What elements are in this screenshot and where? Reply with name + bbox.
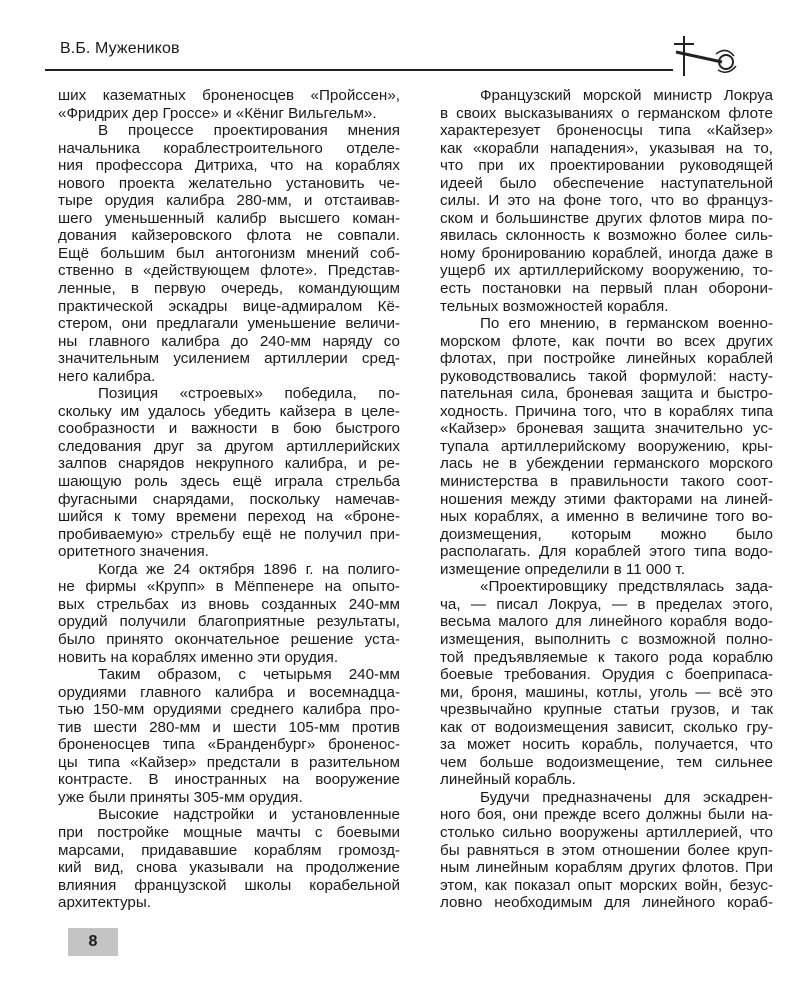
paragraph <box>58 561 400 666</box>
text-line: линейный корабль. <box>440 771 576 789</box>
text-line: нового проекта желательно установить че- <box>58 174 400 192</box>
text-line: новить на кораблях именно эти орудия. <box>58 648 339 666</box>
text-line: практической эскадры вице-адмиралом Кё- <box>58 297 400 315</box>
text-line: руководствовались такой формулой: насту- <box>440 367 773 385</box>
text-line: Ещё большим был антогонизм мнений соб- <box>58 244 400 262</box>
text-line: Французский морской министр Локруа <box>480 87 773 104</box>
text-line: есть постановки на первый план оборони- <box>440 280 773 298</box>
text-line: пробиваемую» стрельбу ещё не получил при- <box>58 525 400 543</box>
text-line: ловно необходимым для линейного кораб- <box>440 894 773 912</box>
text-line: измещения, выполнить с возможной полно- <box>440 630 773 648</box>
header-rule <box>45 69 673 71</box>
text-line: пательная сила, броневая защита и быстро- <box>440 385 773 403</box>
text-line: Позиция «строевых» победила, по- <box>98 385 400 403</box>
text-line: Когда же 24 октября 1896 г. на полиго- <box>98 560 400 578</box>
text-line: него калибра. <box>58 367 156 385</box>
text-line: залпов снарядов некрупного калибра, и ре- <box>58 455 400 473</box>
paragraph <box>58 806 400 911</box>
text-line: скольку им удалось убедить кайзера в целе- <box>58 402 400 420</box>
paragraph <box>58 385 400 560</box>
running-header-author: В.Б. Мужеников <box>60 40 180 57</box>
text-line: ны главного калибра до 240-мм наряду со <box>58 332 400 350</box>
text-line: следования друг за другом артиллерийских <box>58 437 400 455</box>
text-column-left <box>58 87 400 912</box>
text-line: ному бронированию кораблей, иногда даже в <box>440 244 773 262</box>
text-line: уже были приняты 305-мм орудия. <box>58 788 303 806</box>
text-line: этом, как показал опыт морских войн, безус- <box>440 876 773 894</box>
text-line: чрезвычайно крупные статьи грузов, и так <box>440 701 773 719</box>
text-line: той предъявляемые к такого рода кораблю <box>440 648 773 666</box>
text-line: ущерб их артиллерийскому вооружению, то- <box>440 262 773 280</box>
text-line: сообразности и важности в бою быстрого <box>58 420 400 438</box>
text-line: вых стрельбах из вновь созданных 240-мм <box>58 595 400 613</box>
text-line: было принято окончательное решение уста- <box>58 630 400 648</box>
text-line: тупала артиллерийскому вооружению, кры- <box>440 437 773 455</box>
text-line: кий вид, снова указывали на продолжение <box>58 859 400 877</box>
text-line: ча, — писал Локруа, — в пределах этого, <box>440 595 773 613</box>
text-line: Высокие надстройки и установленные <box>98 806 400 824</box>
text-line: шающую роль здесь ещё играла стрельба <box>58 473 400 491</box>
text-line: тив шести 280-мм и шести 105-мм против <box>58 718 400 736</box>
text-line: боевые требования. Орудия с боеприпаса- <box>440 666 773 684</box>
text-line: В процессе проектирования мнения <box>98 122 400 140</box>
text-line: броненосцев типа «Бранденбург» броненос- <box>58 736 400 754</box>
text-line: ском и большинстве других флотов мира по- <box>440 209 773 227</box>
text-line: «Проектировщику предствлялась зада- <box>480 578 773 596</box>
paragraph <box>58 122 400 385</box>
text-line: «Фридрих дер Гроссе» и «Кёниг Вильгельм». <box>58 104 377 122</box>
text-line: силы. И это на фоне того, что во француз- <box>440 192 773 210</box>
text-line: как «корабли нападения», указывая на то, <box>440 139 773 157</box>
text-line: дования кайзеровского флота не совпали. <box>58 227 400 245</box>
text-line: начальника кораблестроительного отделе- <box>58 139 400 157</box>
text-line: ния профессора Дитриха, что на кораблях <box>58 157 400 175</box>
text-line: как от водоизмещения зависит, сколько гру- <box>440 718 773 736</box>
text-line: морском флоте, как почти во всех других <box>440 332 773 350</box>
paragraph <box>440 789 773 912</box>
text-line: контрасте. В иностранных на вооружение <box>58 771 400 789</box>
text-line: располагать. Для кораблей этого типа водо- <box>440 543 773 561</box>
paragraph <box>58 87 400 122</box>
text-line: ношения между этими факторами на линей- <box>440 490 773 508</box>
text-line: шийся к тому времени переход на «броне- <box>58 508 400 526</box>
text-line: «Кайзер» броневая защита значительно ус- <box>440 420 773 438</box>
text-line: ших казематных броненосцев «Пройссен», <box>58 87 400 104</box>
text-line: По его мнению, в германском военно- <box>480 315 773 333</box>
text-line: лась не в убеждении германского морского <box>440 455 773 473</box>
text-line: ходность. Причина того, что в кораблях типа <box>440 402 773 420</box>
text-line: не фирмы «Крупп» в Мёппенере на опыто- <box>58 578 400 596</box>
text-line: тельных возможностей корабля. <box>440 297 669 315</box>
text-line: измещение определили в 11 000 т. <box>440 560 685 578</box>
text-line: бы равняться в этом отношении более круп- <box>440 841 773 859</box>
paragraph <box>58 666 400 806</box>
text-line: влияния французской школы корабельной <box>58 876 400 894</box>
text-line: в своих высказываниях о германском флоте <box>440 104 773 122</box>
text-line: значительным усилением артиллерии сред- <box>58 350 400 368</box>
text-line: столько сильно вооружены артиллерией, что <box>440 823 773 841</box>
text-line: тыре орудия калибра 280-мм, и отстаивав- <box>58 192 400 210</box>
text-line: весьма малого для линейного корабля водо- <box>440 613 773 631</box>
text-line: ного боя, они прежде всего должны были на- <box>440 806 773 824</box>
text-line: цы типа «Кайзер» предстали в разительном <box>58 753 400 771</box>
text-line: ми, броня, машины, котлы, уголь — всё это <box>440 683 773 701</box>
text-line: стером, они предлагали уменьшение величи- <box>58 315 400 333</box>
text-line: ных кораблях, а именно в величине того во- <box>440 508 773 526</box>
text-line: чем больше водоизмещение, тем сильнее <box>440 753 773 771</box>
text-line: идеей было обеспечение наступательной <box>440 174 773 192</box>
paragraph <box>440 315 773 578</box>
text-line: ным линейным кораблям других флотов. При <box>440 859 773 877</box>
text-line: доизмещения, которым можно было <box>440 525 773 543</box>
text-line: тью 150-мм орудиями среднего калибра про- <box>58 701 400 719</box>
text-line: министерства в правильности такого соот- <box>440 473 773 491</box>
text-line: орудиями главного калибра и восемнадца- <box>58 683 400 701</box>
text-line: архитектуры. <box>58 894 151 912</box>
text-line: флотах, при постройке линейных кораблей <box>440 350 773 368</box>
text-line: характерезует броненосцы типа «Кайзер» <box>440 122 773 140</box>
page-number: 8 <box>68 928 118 956</box>
text-line: явилась склонность к возможно более силь- <box>440 227 773 245</box>
text-line: ственно в «действующем флоте». Представ- <box>58 262 400 280</box>
paragraph <box>440 578 773 789</box>
text-line: орудий получили благоприятные результаты, <box>58 613 400 631</box>
text-column-right <box>440 87 773 912</box>
paragraph <box>440 87 773 315</box>
text-line: Будучи предназначены для эскадрен- <box>480 788 773 806</box>
text-line: оритетного значения. <box>58 543 209 561</box>
text-line: марсами, придававшие кораблям громозд- <box>58 841 400 859</box>
text-line: при постройке мощные мачты с боевыми <box>58 823 400 841</box>
text-line: за может носить корабль, получается, что <box>440 736 773 754</box>
text-line: что при их проектировании руководящей <box>440 157 773 175</box>
text-line: шего уменьшенный калибр высшего коман- <box>58 209 400 227</box>
text-line: фугасными снарядами, поскольку намечав- <box>58 490 400 508</box>
text-line: ленные, в первую очередь, командующим <box>58 280 400 298</box>
anchor-cross-emblem-icon <box>672 32 738 80</box>
text-line: Таким образом, с четырьмя 240-мм <box>98 666 400 684</box>
